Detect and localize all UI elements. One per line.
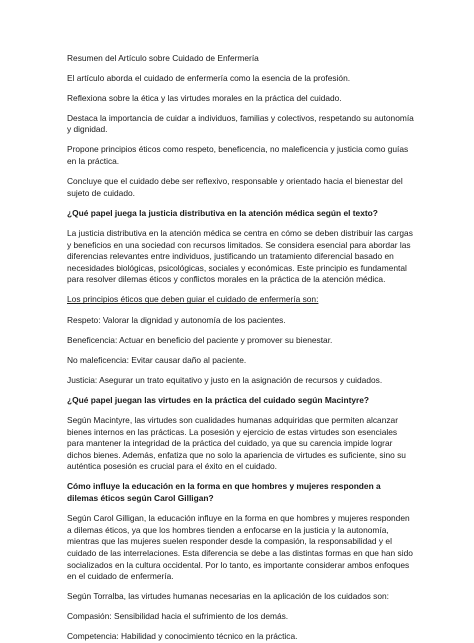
answer-gilligan: Según Carol Gilligan, la educación influye en la forma en que hombres y mujeres responden a dilemas éticos, ya que los hombres tienden a enfocarse en la justicia y la autonomía, mientras que las mujeres suelen responder desde la compasión, la responsabilidad y el cuidado de las interrelaciones. Esta diferencia se debe a las distintas formas en que han sido socializados en la cultura occidental. Por lo tanto, es importante considerar ambos enfoques en el cuidado de enfermería.: [67, 513, 413, 582]
principle-no-maleficencia: No maleficencia: Evitar causar daño al paciente.: [67, 354, 247, 365]
summary-point-5: Concluye que el cuidado debe ser reflexivo, responsable y orientado hacia el bienestar del sujeto de cuidado.: [67, 176, 403, 198]
summary-point-3: Destaca la importancia de cuidar a individuos, familias y colectivos, respetando su autonomía y dignidad.: [67, 112, 414, 135]
torralba-intro: Según Torralba, las virtudes humanas necesarias en la aplicación de los cuidados son:: [67, 591, 390, 602]
principle-respeto: Respeto: Valorar la dignidad y autonomía de los pacientes.: [67, 314, 286, 325]
question-gilligan: Cómo influye la educación en la forma en que hombres y mujeres responden a dilemas éticos según Carol Gilligan?: [67, 481, 381, 504]
principle-justicia: Justicia: Asegurar un trato equitativo y justo en la asignación de recursos y cuidados.: [67, 374, 383, 385]
document-title: Resumen del Artículo sobre Cuidado de Enfermería: [67, 53, 259, 63]
virtue-competencia: Competencia: Habilidad y conocimiento técnico en la práctica.: [67, 631, 298, 642]
question-justice: ¿Qué papel juega la justicia distributiva en la atención médica según el texto?: [67, 207, 378, 218]
summary-point-2: Reflexiona sobre la ética y las virtudes morales en la práctica del cuidado.: [67, 92, 342, 103]
principle-beneficencia: Beneficencia: Actuar en beneficio del paciente y promover su bienestar.: [67, 334, 333, 345]
summary-point-4: Propone principios éticos como respeto, beneficencia, no maleficencia y justicia como guías en la práctica.: [67, 144, 409, 167]
summary-point-1: El artículo aborda el cuidado de enfermería como la esencia de la profesión.: [67, 72, 351, 83]
principles-heading: Los principios éticos que deben guiar el cuidado de enfermería son:: [67, 294, 319, 305]
question-virtues: ¿Qué papel juegan las virtudes en la práctica del cuidado según Macintyre?: [67, 394, 370, 405]
answer-virtues: Según Macintyre, las virtudes son cualidades humanas adquiridas que permiten alcanzar bienes internos en las prácticas. La posesión y ejercicio de estas virtudes son esenciales para mantener la integridad de la práctica del cuidado, ya que su carencia impide lograr dichos bienes. Además, enfatiza que no solo la apariencia de virtudes es suficiente, sino su auténtica posesión es crucial para el éxito en el cuidado.: [67, 414, 406, 472]
answer-justice: La justicia distributiva en la atención médica se centra en cómo se deben distribuir las cargas y beneficios en una sociedad con recursos limitados. Se considera esencial para abordar las diferencias relevantes entre individuos, justificando un tratamiento diferencial basado en necesidades biológicas, psicológicas, sociales y económicas. Este principio es fundamental para resolver dilemas éticos y conflictos morales en la práctica de la atención médica.: [67, 227, 413, 285]
virtue-compasion: Compasión: Sensibilidad hacia el sufrimiento de los demás.: [67, 611, 289, 622]
